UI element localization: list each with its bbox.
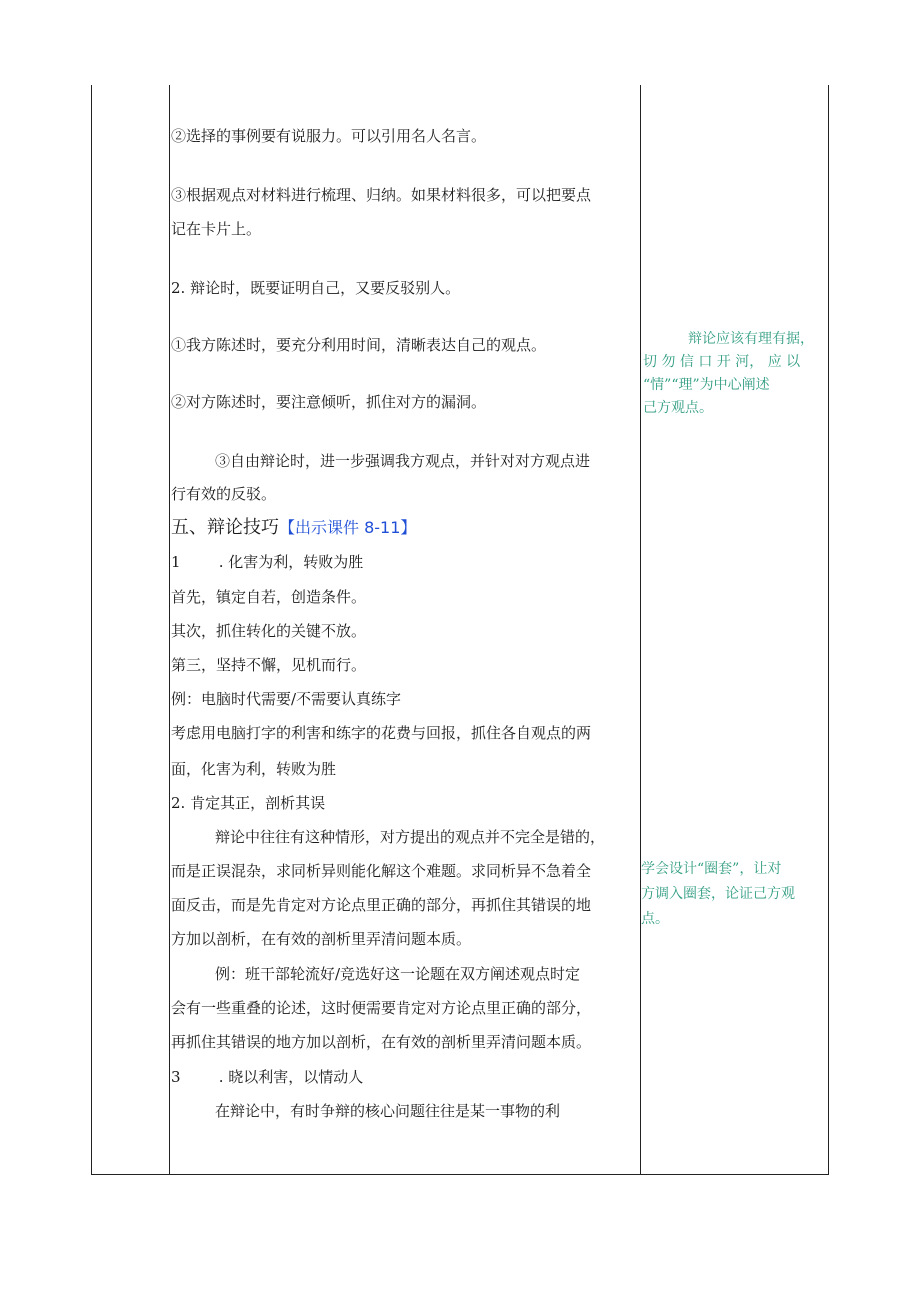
text-line: ②选择的事例要有说服力。可以引用名人名言。 — [171, 127, 487, 145]
text-line: 2. 肯定其正，剖析其误 — [171, 794, 326, 812]
text-line: ②对方陈述时，要注意倾听，抓住对方的漏洞。 — [171, 393, 487, 411]
text-line: 其次，抓住转化的关键不放。 — [171, 622, 367, 640]
text-line: 面反击，而是先肯定对方论点里正确的部分，再抓住其错误的地 — [171, 896, 592, 914]
notes-cell — [641, 85, 828, 1174]
table-border-right — [828, 85, 829, 1175]
note-line: “情”“理”为中心阐述 — [643, 377, 770, 393]
text-line: 会有一些重叠的论述，这时便需要肯定对方论点里正确的部分， — [171, 999, 592, 1017]
text-line: 方加以剖析，在有效的剖析里弄清问题本质。 — [171, 930, 472, 948]
text-line: 行有效的反驳。 — [171, 485, 277, 503]
courseware-link[interactable]: 【出示课件 8-11】 — [279, 518, 417, 537]
text-line: ①我方陈述时，要充分利用时间，清晰表达自己的观点。 — [171, 336, 547, 354]
text-line: 考虑用电脑打字的利害和练字的花费与回报，抓住各自观点的两 — [171, 724, 592, 742]
note-line: 切 勿 信 口 开 河， 应 以 — [643, 354, 801, 370]
note-line: 方调入圈套，论证己方观 — [641, 886, 795, 902]
text-line: 首先，镇定自若，创造条件。 — [171, 588, 367, 606]
note-line: 辩论应该有理有据， — [688, 331, 814, 347]
note-line: 己方观点。 — [643, 400, 713, 416]
text-line: 在辩论中，有时争辩的核心问题往往是某一事物的利 — [215, 1102, 561, 1120]
text-line: ③自由辩论时，进一步强调我方观点，并针对对方观点进 — [215, 452, 591, 470]
table-border-bottom — [91, 1174, 829, 1175]
left-column-cell — [92, 85, 169, 1174]
text-line: 例：班干部轮流好/竞选好这一论题在双方阐述观点时定 — [215, 965, 581, 983]
text-line: 而是正误混杂，求同析异则能化解这个难题。求同析异不急着全 — [171, 862, 592, 880]
text-line: 3 . 晓以利害，以情动人 — [171, 1068, 364, 1086]
text-line: ③根据观点对材料进行梳理、归纳。如果材料很多，可以把要点 — [171, 186, 592, 204]
text-line: 第三，坚持不懈，见机而行。 — [171, 656, 367, 674]
main-content-cell — [170, 85, 640, 1174]
text-line: 记在卡片上。 — [171, 220, 262, 238]
note-line: 学会设计“圈套”，让对 — [641, 861, 782, 877]
note-line: 点。 — [641, 911, 669, 927]
text-line: 2. 辩论时，既要证明自己，又要反驳别人。 — [171, 279, 461, 297]
text-line: 1 . 化害为利，转败为胜 — [171, 553, 364, 571]
text-line: 辩论中往往有这种情形，对方提出的观点并不完全是错的， — [215, 828, 606, 846]
text-line: 面，化害为利，转败为胜 — [171, 760, 337, 778]
section-heading: 五、辩论技巧 — [171, 517, 279, 538]
text-line: 例：电脑时代需要/不需要认真练字 — [171, 690, 402, 708]
section-heading-row — [171, 517, 416, 539]
text-line: 再抓住其错误的地方加以剖析，在有效的剖析里弄清问题本质。 — [171, 1033, 592, 1051]
